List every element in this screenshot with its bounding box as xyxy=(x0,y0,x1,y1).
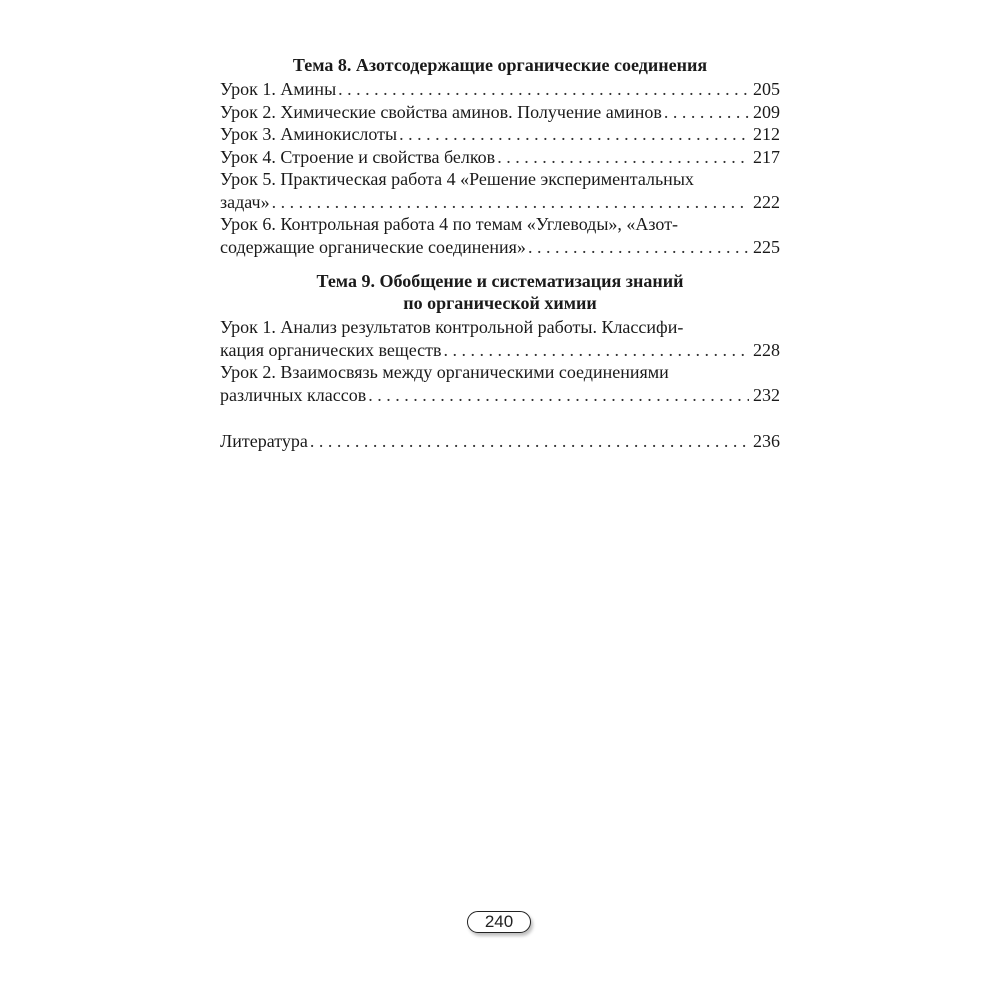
section-title xyxy=(220,270,780,314)
toc-page-number: 236 xyxy=(753,431,780,451)
toc-page-number: 212 xyxy=(753,124,780,144)
toc-page-number: 217 xyxy=(753,146,780,167)
page-number: 240 xyxy=(484,912,514,931)
spacer xyxy=(220,406,780,428)
toc-entry-line xyxy=(220,430,780,453)
toc-entry-title: Урок 4. Строение и свойства белков xyxy=(220,146,496,167)
toc-entry-title: Урок 1. Анализ результатов контрольной работы. Классифи- xyxy=(220,317,684,337)
dot-leader xyxy=(310,430,749,453)
section-title-line: Тема 9. Обобщение и систематизация знаний xyxy=(316,271,684,291)
dot-leader xyxy=(497,146,749,169)
spacer xyxy=(220,258,780,270)
toc-entry-line xyxy=(220,384,780,407)
toc-section xyxy=(220,270,780,406)
toc-list xyxy=(220,316,780,406)
dot-leader xyxy=(368,384,749,407)
toc-entry[interactable] xyxy=(220,213,780,258)
toc-entry[interactable] xyxy=(220,123,780,146)
toc-entry-title-continued: содержащие органические соединения» xyxy=(220,236,526,257)
toc-entry-line xyxy=(220,146,780,169)
toc-entry[interactable] xyxy=(220,101,780,124)
toc-entry-line xyxy=(220,78,780,101)
toc-entry-line xyxy=(220,236,780,259)
dot-leader xyxy=(528,236,749,259)
section-title-line: по органической химии xyxy=(403,293,597,313)
toc-list xyxy=(220,430,780,453)
section-title-line: Тема 8. Азотсодержащие органические соединения xyxy=(292,55,708,75)
toc-entry-literature[interactable] xyxy=(220,430,780,453)
table-of-contents xyxy=(220,54,780,453)
toc-entry[interactable] xyxy=(220,361,780,406)
toc-entry[interactable] xyxy=(220,146,780,169)
toc-page-number: 222 xyxy=(753,191,780,212)
toc-entry-title: Урок 6. Контрольная работа 4 по темам «Углеводы», «Азот- xyxy=(220,214,679,234)
dot-leader xyxy=(399,123,749,146)
toc-entry-title: Литература xyxy=(220,431,308,451)
toc-entry-title: Урок 5. Практическая работа 4 «Решение экспериментальных xyxy=(220,169,694,189)
dot-leader xyxy=(664,101,749,124)
page-number-badge xyxy=(467,911,531,933)
toc-section xyxy=(220,54,780,258)
toc-entry-line xyxy=(220,191,780,214)
toc-page-number: 228 xyxy=(753,339,780,360)
toc-entry-title: Урок 2. Химические свойства аминов. Получение аминов xyxy=(220,101,662,122)
toc-entry-line xyxy=(220,339,780,362)
toc-entry[interactable] xyxy=(220,316,780,361)
section-title xyxy=(220,54,780,76)
toc-entry-title: Урок 3. Аминокислоты xyxy=(220,124,398,144)
toc-page-number: 205 xyxy=(753,79,780,99)
toc-entry-line xyxy=(220,123,780,146)
dot-leader xyxy=(272,191,749,214)
toc-page-number: 225 xyxy=(753,236,780,257)
toc-page-number: 209 xyxy=(753,101,780,122)
toc-entry-title-continued: различных классов xyxy=(220,384,367,405)
toc-page-number: 232 xyxy=(753,384,780,405)
toc-entry-title: Урок 1. Амины xyxy=(220,79,337,99)
toc-entry-title-continued: кация органических веществ xyxy=(220,339,442,360)
toc-entry-title-continued: задач» xyxy=(220,191,270,212)
toc-list xyxy=(220,78,780,258)
dot-leader xyxy=(444,339,749,362)
dot-leader xyxy=(338,78,749,101)
toc-entry[interactable] xyxy=(220,78,780,101)
toc-entry-line xyxy=(220,101,780,124)
toc-entry-title: Урок 2. Взаимосвязь между органическими соединениями xyxy=(220,362,669,382)
toc-entry[interactable] xyxy=(220,168,780,213)
